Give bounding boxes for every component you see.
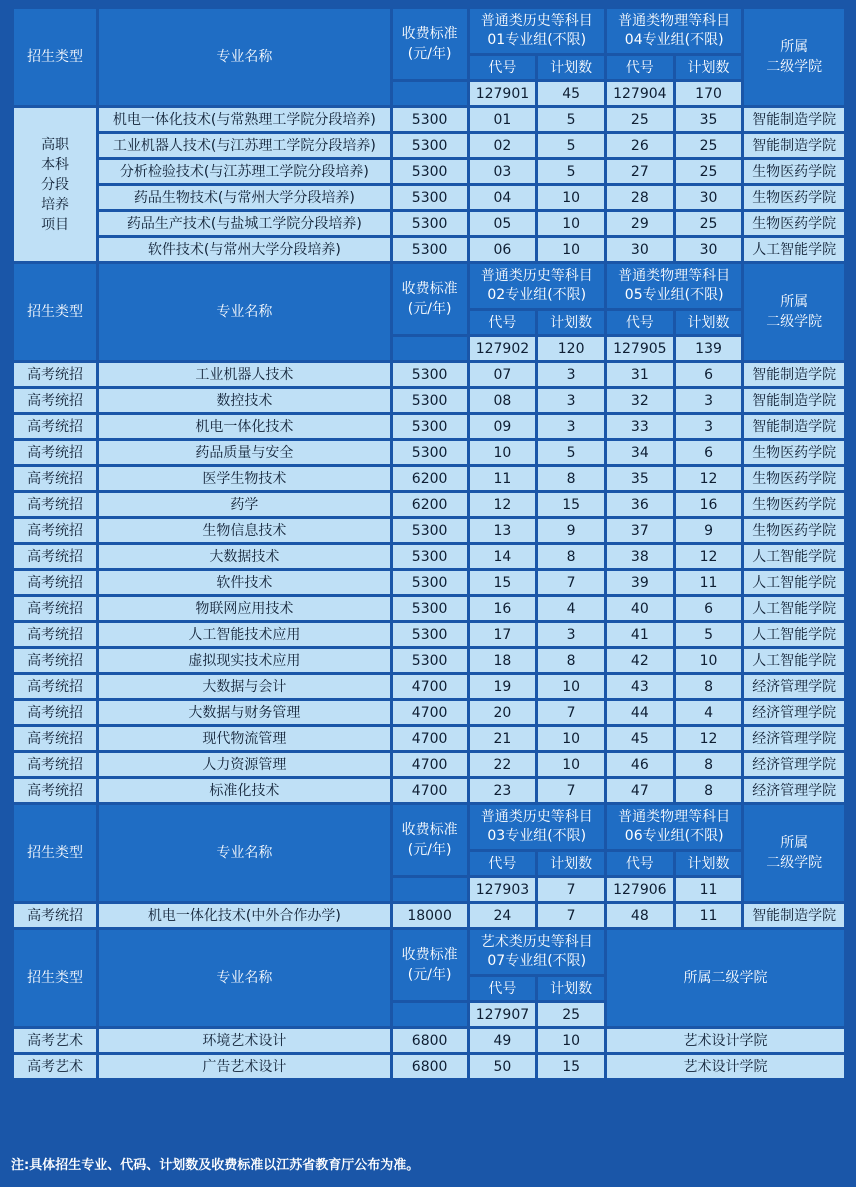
header-code: 代号 bbox=[470, 977, 536, 1000]
group-plan: 7 bbox=[538, 878, 604, 901]
group-code: 127903 bbox=[470, 878, 536, 901]
row-code-1: 17 bbox=[470, 623, 536, 646]
row-fee: 5300 bbox=[393, 597, 467, 620]
row-major: 软件技术 bbox=[99, 571, 390, 594]
row-plan-1: 5 bbox=[538, 441, 604, 464]
row-type: 高考统招 bbox=[14, 363, 96, 386]
header-plan: 计划数 bbox=[538, 56, 604, 79]
row-code-1: 05 bbox=[470, 212, 536, 235]
row-major: 数控技术 bbox=[99, 389, 390, 412]
row-code-2: 38 bbox=[607, 545, 673, 568]
table-section-1 bbox=[11, 6, 847, 264]
row-code-1: 08 bbox=[470, 389, 536, 412]
table-row bbox=[14, 160, 844, 183]
group-code: 127902 bbox=[470, 337, 536, 360]
header-plan: 计划数 bbox=[538, 977, 604, 1000]
header-college: 所属 二级学院 bbox=[744, 9, 844, 105]
row-major: 人工智能技术应用 bbox=[99, 623, 390, 646]
row-fee: 5300 bbox=[393, 134, 467, 157]
table-row bbox=[14, 753, 844, 776]
group-title: 普通类物理等科目 04专业组(不限) bbox=[607, 9, 741, 53]
row-plan-1: 5 bbox=[538, 108, 604, 131]
table-row bbox=[14, 212, 844, 235]
row-major: 环境艺术设计 bbox=[99, 1029, 390, 1052]
row-fee: 6200 bbox=[393, 493, 467, 516]
row-college: 生物医药学院 bbox=[744, 441, 844, 464]
row-type: 高考统招 bbox=[14, 519, 96, 542]
header-code: 代号 bbox=[607, 852, 673, 875]
row-plan-1: 10 bbox=[538, 753, 604, 776]
table-row bbox=[14, 238, 844, 261]
row-fee: 5300 bbox=[393, 186, 467, 209]
row-code-2: 41 bbox=[607, 623, 673, 646]
row-college: 经济管理学院 bbox=[744, 701, 844, 724]
row-code-1: 24 bbox=[470, 904, 536, 927]
header-code: 代号 bbox=[470, 56, 536, 79]
row-plan-1: 10 bbox=[538, 238, 604, 261]
row-code-2: 39 bbox=[607, 571, 673, 594]
row-major: 机电一体化技术(与常熟理工学院分段培养) bbox=[99, 108, 390, 131]
group-plan: 11 bbox=[676, 878, 742, 901]
header-type: 招生类型 bbox=[14, 9, 96, 105]
row-plan-1: 8 bbox=[538, 545, 604, 568]
row-plan-2: 30 bbox=[676, 238, 742, 261]
row-fee: 5300 bbox=[393, 545, 467, 568]
row-college: 智能制造学院 bbox=[744, 108, 844, 131]
row-code-2: 43 bbox=[607, 675, 673, 698]
header-plan: 计划数 bbox=[676, 852, 742, 875]
table-row bbox=[14, 571, 844, 594]
row-fee: 6200 bbox=[393, 467, 467, 490]
header-fee: 收费标准 (元/年) bbox=[393, 9, 467, 79]
row-college: 智能制造学院 bbox=[744, 389, 844, 412]
table-row bbox=[14, 1055, 844, 1078]
row-college: 生物医药学院 bbox=[744, 186, 844, 209]
row-plan-2: 11 bbox=[676, 904, 742, 927]
row-fee: 5300 bbox=[393, 160, 467, 183]
row-code-2: 33 bbox=[607, 415, 673, 438]
row-college: 经济管理学院 bbox=[744, 675, 844, 698]
row-fee: 5300 bbox=[393, 238, 467, 261]
row-code-2: 36 bbox=[607, 493, 673, 516]
row-plan-2: 12 bbox=[676, 467, 742, 490]
row-code-1: 16 bbox=[470, 597, 536, 620]
row-code-1: 09 bbox=[470, 415, 536, 438]
row-code-2: 37 bbox=[607, 519, 673, 542]
header-type: 招生类型 bbox=[14, 805, 96, 901]
group-title: 普通类历史等科目 01专业组(不限) bbox=[470, 9, 604, 53]
row-code-1: 12 bbox=[470, 493, 536, 516]
row-fee: 4700 bbox=[393, 779, 467, 802]
table-row bbox=[14, 904, 844, 927]
header-plan: 计划数 bbox=[676, 56, 742, 79]
row-major: 大数据与会计 bbox=[99, 675, 390, 698]
group-plan: 25 bbox=[538, 1003, 604, 1026]
group-code: 127907 bbox=[470, 1003, 536, 1026]
header-plan: 计划数 bbox=[538, 311, 604, 334]
row-plan-1: 4 bbox=[538, 597, 604, 620]
row-major: 物联网应用技术 bbox=[99, 597, 390, 620]
row-college: 人工智能学院 bbox=[744, 597, 844, 620]
row-code-1: 06 bbox=[470, 238, 536, 261]
row-code-2: 46 bbox=[607, 753, 673, 776]
group-plan: 45 bbox=[538, 82, 604, 105]
row-college: 艺术设计学院 bbox=[607, 1029, 844, 1052]
header-code: 代号 bbox=[607, 56, 673, 79]
row-plan-1: 3 bbox=[538, 363, 604, 386]
row-plan-2: 12 bbox=[676, 727, 742, 750]
table-row bbox=[14, 727, 844, 750]
row-plan-1: 3 bbox=[538, 389, 604, 412]
row-fee: 4700 bbox=[393, 753, 467, 776]
row-plan-1: 10 bbox=[538, 727, 604, 750]
header-major: 专业名称 bbox=[99, 264, 390, 360]
row-code-2: 28 bbox=[607, 186, 673, 209]
row-major: 医学生物技术 bbox=[99, 467, 390, 490]
row-plan-1: 8 bbox=[538, 467, 604, 490]
row-type: 高考统招 bbox=[14, 389, 96, 412]
row-major: 药品生产技术(与盐城工学院分段培养) bbox=[99, 212, 390, 235]
row-fee: 5300 bbox=[393, 212, 467, 235]
row-major: 大数据技术 bbox=[99, 545, 390, 568]
row-code-1: 14 bbox=[470, 545, 536, 568]
row-college: 人工智能学院 bbox=[744, 649, 844, 672]
row-plan-2: 8 bbox=[676, 779, 742, 802]
row-code-1: 11 bbox=[470, 467, 536, 490]
header-plan: 计划数 bbox=[538, 852, 604, 875]
row-code-2: 27 bbox=[607, 160, 673, 183]
header-fee-blank bbox=[393, 1003, 467, 1026]
group-title: 普通类物理等科目 06专业组(不限) bbox=[607, 805, 741, 849]
row-type: 高考统招 bbox=[14, 753, 96, 776]
row-code-1: 19 bbox=[470, 675, 536, 698]
row-type: 高考统招 bbox=[14, 545, 96, 568]
row-college: 人工智能学院 bbox=[744, 571, 844, 594]
group-code: 127906 bbox=[607, 878, 673, 901]
row-major: 生物信息技术 bbox=[99, 519, 390, 542]
table-row bbox=[14, 467, 844, 490]
row-major: 大数据与财务管理 bbox=[99, 701, 390, 724]
row-college: 生物医药学院 bbox=[744, 467, 844, 490]
header-fee-blank bbox=[393, 82, 467, 105]
row-major: 现代物流管理 bbox=[99, 727, 390, 750]
table-row bbox=[14, 415, 844, 438]
table-section-2 bbox=[11, 261, 847, 805]
header-plan: 计划数 bbox=[676, 311, 742, 334]
group-title: 艺术类历史等科目 07专业组(不限) bbox=[470, 930, 604, 974]
group-code: 127904 bbox=[607, 82, 673, 105]
row-type: 高考统招 bbox=[14, 597, 96, 620]
row-plan-2: 8 bbox=[676, 675, 742, 698]
row-plan-1: 15 bbox=[538, 1055, 604, 1078]
row-code-2: 35 bbox=[607, 467, 673, 490]
row-major: 药品生物技术(与常州大学分段培养) bbox=[99, 186, 390, 209]
group-code: 127905 bbox=[607, 337, 673, 360]
row-fee: 4700 bbox=[393, 675, 467, 698]
row-plan-2: 6 bbox=[676, 597, 742, 620]
row-college: 经济管理学院 bbox=[744, 727, 844, 750]
row-college: 生物医药学院 bbox=[744, 493, 844, 516]
header-college: 所属 二级学院 bbox=[744, 805, 844, 901]
row-college: 人工智能学院 bbox=[744, 623, 844, 646]
table-row bbox=[14, 1029, 844, 1052]
header-code: 代号 bbox=[470, 852, 536, 875]
row-college: 生物医药学院 bbox=[744, 212, 844, 235]
row-code-2: 31 bbox=[607, 363, 673, 386]
header-major: 专业名称 bbox=[99, 930, 390, 1026]
footnote: 注:具体招生专业、代码、计划数及收费标准以江苏省教育厅公布为准。 bbox=[11, 1158, 420, 1173]
row-college: 经济管理学院 bbox=[744, 753, 844, 776]
row-plan-1: 10 bbox=[538, 1029, 604, 1052]
header-college: 所属 二级学院 bbox=[744, 264, 844, 360]
row-code-2: 40 bbox=[607, 597, 673, 620]
row-college: 智能制造学院 bbox=[744, 904, 844, 927]
enrollment-plan-table bbox=[11, 6, 847, 1078]
row-code-1: 18 bbox=[470, 649, 536, 672]
row-type: 高考统招 bbox=[14, 727, 96, 750]
table-row bbox=[14, 134, 844, 157]
row-college: 人工智能学院 bbox=[744, 545, 844, 568]
row-plan-1: 8 bbox=[538, 649, 604, 672]
row-type: 高考统招 bbox=[14, 467, 96, 490]
row-plan-1: 7 bbox=[538, 571, 604, 594]
row-plan-2: 25 bbox=[676, 134, 742, 157]
row-plan-1: 10 bbox=[538, 675, 604, 698]
group-title: 普通类物理等科目 05专业组(不限) bbox=[607, 264, 741, 308]
row-plan-2: 25 bbox=[676, 212, 742, 235]
table-row bbox=[14, 441, 844, 464]
row-plan-2: 12 bbox=[676, 545, 742, 568]
table-section-3 bbox=[11, 802, 847, 930]
row-code-2: 45 bbox=[607, 727, 673, 750]
row-code-1: 04 bbox=[470, 186, 536, 209]
row-fee: 5300 bbox=[393, 519, 467, 542]
table-row bbox=[14, 363, 844, 386]
row-college: 生物医药学院 bbox=[744, 519, 844, 542]
header-major: 专业名称 bbox=[99, 805, 390, 901]
row-fee: 18000 bbox=[393, 904, 467, 927]
row-fee: 5300 bbox=[393, 571, 467, 594]
header-code: 代号 bbox=[607, 311, 673, 334]
row-major: 人力资源管理 bbox=[99, 753, 390, 776]
row-code-1: 15 bbox=[470, 571, 536, 594]
row-code-2: 32 bbox=[607, 389, 673, 412]
table-row bbox=[14, 623, 844, 646]
row-code-1: 50 bbox=[470, 1055, 536, 1078]
row-college: 智能制造学院 bbox=[744, 134, 844, 157]
row-fee: 5300 bbox=[393, 363, 467, 386]
table-row bbox=[14, 186, 844, 209]
row-code-1: 23 bbox=[470, 779, 536, 802]
row-major: 标准化技术 bbox=[99, 779, 390, 802]
header-fee: 收费标准 (元/年) bbox=[393, 805, 467, 875]
row-fee: 5300 bbox=[393, 389, 467, 412]
row-plan-2: 35 bbox=[676, 108, 742, 131]
row-plan-2: 6 bbox=[676, 363, 742, 386]
row-type: 高考统招 bbox=[14, 649, 96, 672]
row-college: 经济管理学院 bbox=[744, 779, 844, 802]
table-row bbox=[14, 597, 844, 620]
row-major: 分析检验技术(与江苏理工学院分段培养) bbox=[99, 160, 390, 183]
row-code-1: 07 bbox=[470, 363, 536, 386]
row-major: 软件技术(与常州大学分段培养) bbox=[99, 238, 390, 261]
table-section-4 bbox=[11, 927, 847, 1081]
row-code-2: 48 bbox=[607, 904, 673, 927]
row-code-2: 30 bbox=[607, 238, 673, 261]
row-code-1: 13 bbox=[470, 519, 536, 542]
row-plan-2: 6 bbox=[676, 441, 742, 464]
row-major: 虚拟现实技术应用 bbox=[99, 649, 390, 672]
row-code-1: 10 bbox=[470, 441, 536, 464]
row-fee: 5300 bbox=[393, 108, 467, 131]
row-type: 高考统招 bbox=[14, 571, 96, 594]
row-plan-2: 9 bbox=[676, 519, 742, 542]
row-code-2: 42 bbox=[607, 649, 673, 672]
row-major: 机电一体化技术(中外合作办学) bbox=[99, 904, 390, 927]
row-code-2: 44 bbox=[607, 701, 673, 724]
row-plan-1: 10 bbox=[538, 212, 604, 235]
table-row bbox=[14, 701, 844, 724]
row-plan-1: 5 bbox=[538, 160, 604, 183]
group-plan: 120 bbox=[538, 337, 604, 360]
table-row bbox=[14, 545, 844, 568]
row-college: 生物医药学院 bbox=[744, 160, 844, 183]
row-plan-2: 8 bbox=[676, 753, 742, 776]
row-code-1: 20 bbox=[470, 701, 536, 724]
row-plan-2: 30 bbox=[676, 186, 742, 209]
row-plan-1: 3 bbox=[538, 623, 604, 646]
row-fee: 5300 bbox=[393, 649, 467, 672]
table-row bbox=[14, 675, 844, 698]
row-major: 工业机器人技术(与江苏理工学院分段培养) bbox=[99, 134, 390, 157]
row-fee: 4700 bbox=[393, 727, 467, 750]
header-type: 招生类型 bbox=[14, 930, 96, 1026]
row-type: 高考统招 bbox=[14, 904, 96, 927]
row-major: 广告艺术设计 bbox=[99, 1055, 390, 1078]
row-fee: 5300 bbox=[393, 441, 467, 464]
row-type: 高考统招 bbox=[14, 623, 96, 646]
group-plan: 139 bbox=[676, 337, 742, 360]
row-fee: 6800 bbox=[393, 1055, 467, 1078]
header-fee-blank bbox=[393, 337, 467, 360]
row-type: 高考统招 bbox=[14, 779, 96, 802]
row-plan-2: 3 bbox=[676, 389, 742, 412]
row-plan-1: 7 bbox=[538, 904, 604, 927]
row-type: 高考统招 bbox=[14, 675, 96, 698]
row-plan-2: 3 bbox=[676, 415, 742, 438]
group-title: 普通类历史等科目 02专业组(不限) bbox=[470, 264, 604, 308]
row-major: 工业机器人技术 bbox=[99, 363, 390, 386]
header-code: 代号 bbox=[470, 311, 536, 334]
row-code-2: 26 bbox=[607, 134, 673, 157]
row-college: 艺术设计学院 bbox=[607, 1055, 844, 1078]
header-fee-blank bbox=[393, 878, 467, 901]
table-row bbox=[14, 519, 844, 542]
row-major: 药品质量与安全 bbox=[99, 441, 390, 464]
row-fee: 4700 bbox=[393, 701, 467, 724]
header-fee: 收费标准 (元/年) bbox=[393, 264, 467, 334]
row-fee: 5300 bbox=[393, 415, 467, 438]
row-code-2: 25 bbox=[607, 108, 673, 131]
row-college: 智能制造学院 bbox=[744, 415, 844, 438]
header-fee: 收费标准 (元/年) bbox=[393, 930, 467, 1000]
group-title: 普通类历史等科目 03专业组(不限) bbox=[470, 805, 604, 849]
row-plan-1: 3 bbox=[538, 415, 604, 438]
row-fee: 6800 bbox=[393, 1029, 467, 1052]
header-major: 专业名称 bbox=[99, 9, 390, 105]
row-plan-1: 5 bbox=[538, 134, 604, 157]
table-row bbox=[14, 493, 844, 516]
row-college: 智能制造学院 bbox=[744, 363, 844, 386]
row-plan-2: 16 bbox=[676, 493, 742, 516]
row-code-1: 21 bbox=[470, 727, 536, 750]
row-code-1: 49 bbox=[470, 1029, 536, 1052]
row-code-1: 03 bbox=[470, 160, 536, 183]
row-plan-1: 15 bbox=[538, 493, 604, 516]
row-major: 药学 bbox=[99, 493, 390, 516]
row-type: 高考统招 bbox=[14, 441, 96, 464]
row-type: 高考统招 bbox=[14, 701, 96, 724]
table-row bbox=[14, 108, 844, 131]
table-row bbox=[14, 649, 844, 672]
row-code-1: 22 bbox=[470, 753, 536, 776]
table-row bbox=[14, 779, 844, 802]
row-code-1: 01 bbox=[470, 108, 536, 131]
row-plan-2: 5 bbox=[676, 623, 742, 646]
row-plan-1: 7 bbox=[538, 779, 604, 802]
row-code-2: 29 bbox=[607, 212, 673, 235]
row-code-2: 34 bbox=[607, 441, 673, 464]
row-code-1: 02 bbox=[470, 134, 536, 157]
group-plan: 170 bbox=[676, 82, 742, 105]
row-plan-1: 7 bbox=[538, 701, 604, 724]
row-type: 高考艺术 bbox=[14, 1029, 96, 1052]
row-major: 机电一体化技术 bbox=[99, 415, 390, 438]
row-type: 高职 本科 分段 培养 项目 bbox=[14, 108, 96, 261]
row-plan-2: 4 bbox=[676, 701, 742, 724]
row-type: 高考艺术 bbox=[14, 1055, 96, 1078]
row-type: 高考统招 bbox=[14, 415, 96, 438]
row-code-2: 47 bbox=[607, 779, 673, 802]
row-type: 高考统招 bbox=[14, 493, 96, 516]
row-college: 人工智能学院 bbox=[744, 238, 844, 261]
row-fee: 5300 bbox=[393, 623, 467, 646]
header-college: 所属二级学院 bbox=[607, 930, 844, 1026]
row-plan-1: 9 bbox=[538, 519, 604, 542]
table-row bbox=[14, 389, 844, 412]
row-plan-2: 11 bbox=[676, 571, 742, 594]
header-type: 招生类型 bbox=[14, 264, 96, 360]
row-plan-1: 10 bbox=[538, 186, 604, 209]
group-code: 127901 bbox=[470, 82, 536, 105]
row-plan-2: 10 bbox=[676, 649, 742, 672]
row-plan-2: 25 bbox=[676, 160, 742, 183]
